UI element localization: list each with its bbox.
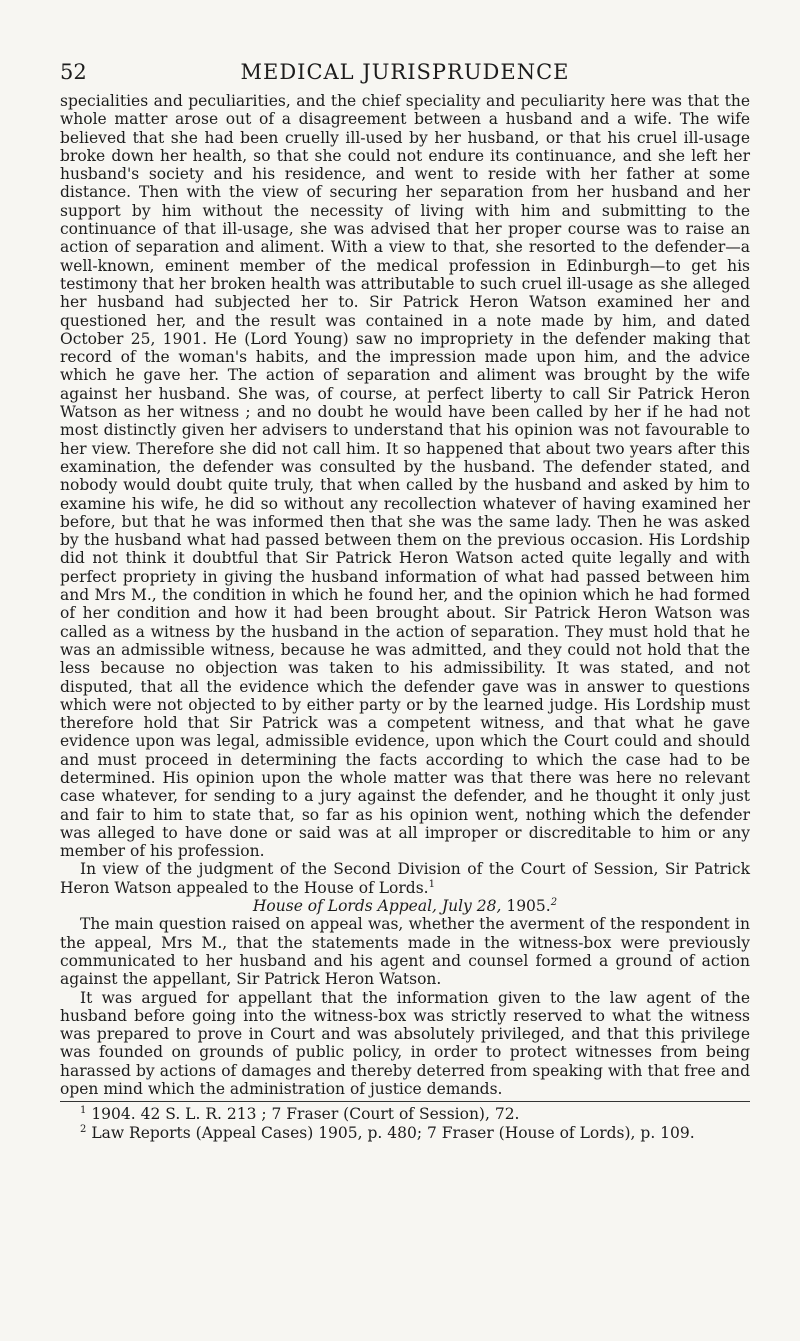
footnote-ref: 2 — [550, 896, 558, 908]
body-text — [60, 92, 750, 1142]
footnote-text: Law Reports (Appeal Cases) 1905, p. 480; 7 Fraser (House of Lords), p. 109. — [91, 1123, 695, 1142]
page-number: 52 — [60, 60, 87, 84]
case-heading-text: House of Lords Appeal, July 28, — [252, 897, 502, 916]
paragraph-text: In view of the judgment of the Second Division of the Court of Session, Sir Patrick Heron Watson appealed to the House of Lords. — [60, 860, 750, 897]
footnotes — [60, 1105, 750, 1142]
paragraph: It was argued for appellant that the information given to the law agent of the husband before going into the witness-box was strictly reserved to what the witness was prepared to prove in Court and was absolutely privileged, and that this privilege was founded on grounds of public policy, in order to protect witnesses from being harassed by actions of damages and thereby deterred from speaking with that free and open mind which the administration of justice demands. — [60, 988, 750, 1099]
footnote — [60, 1124, 750, 1142]
footnote-divider — [60, 1101, 750, 1102]
paragraph: The main question raised on appeal was, whether the averment of the respondent in the appeal, Mrs M., that the statements made in the witness-box were previously communicated to her husband and his agent and counsel formed a ground of action against the appellant, Sir Patrick Heron Watson. — [60, 915, 750, 989]
case-year: 1905. — [506, 897, 551, 916]
footnote-mark: 2 — [80, 1123, 87, 1135]
footnote-text: 1904. 42 S. L. R. 213 ; 7 Fraser (Court of Session), 72. — [91, 1105, 520, 1124]
running-title: MEDICAL JURISPRUDENCE — [240, 60, 570, 84]
footnote-mark: 1 — [80, 1105, 87, 1117]
case-heading — [60, 897, 750, 915]
footnote-ref: 1 — [428, 878, 435, 890]
page-header — [60, 60, 750, 90]
footnote — [60, 1105, 750, 1123]
paragraph — [60, 860, 750, 897]
paragraph: specialities and peculiarities, and the chief speciality and peculiarity here was that the whole matter arose out of a disagreement between a husband and a wife. The wife believed that she had been cruelly ill-used by her husband, or that his cruel ill-usage broke down her health, so that she could not endure its continuance, and she left her husband's society and his residence, and went to reside with her father at some distance. Then with the view of securing her separation from her husband and her support by him without the necessity of living with him and submitting to the continuance of that ill-usage, she was advised that her proper course was to raise an action of separation and aliment. With a view to that, she resorted to the defender—a well-known, eminent member of the medical profession in Edinburgh—to get his testimony that her broken health was attributable to such cruel ill-usage as she alleged her husband had subjected her to. Sir Patrick Heron Watson examined her and questioned her, and the result was contained in a note made by him, and dated October 25, 1901. He (Lord Young) saw no impropriety in the defender making that record of the woman's habits, and the impression made upon him, and the advice which he gave her. The action of separation and aliment was brought by the wife against her husband. She was, of course, at perfect liberty to call Sir Patrick Heron Watson as her witness ; and no doubt he would have been called by her if he had not most distinctly given her advisers to understand that his opinion was not favourable to her view. Therefore she did not call him. It so happened that about two years after this examination, the defender was consulted by the husband. The defender stated, and nobody would doubt quite truly, that when called by the husband and asked by him to examine his wife, he did so without any recollection whatever of having examined her before, but that he was informed then that she was the same lady. Then he was asked by the husband what had passed between them on the previous occasion. His Lordship did not think it doubtful that Sir Patrick Heron Watson acted quite legally and with perfect propriety in giving the husband information of what had passed between him and Mrs M., the condition in which he found her, and the opinion which he had formed of her condition and how it had been brought about. Sir Patrick Heron Watson was called as a witness by the husband in the action of separation. They must hold that he was an admissible witness, because he was admitted, and they could not hold that the less because no objection was taken to his admissibility. It was stated, and not disputed, that all the evidence which the defender gave was in answer to questions which were not objected to by either party or by the learned judge. His Lordship must therefore hold that Sir Patrick was a competent witness, and that what he gave evidence upon was legal, admissible evidence, upon which the Court could and should and must proceed in determining the facts according to which the case had to be determined. His opinion upon the whole matter was that there was here no relevant case whatever, for sending to a jury against the defender, and he thought it only just and fair to him to state that, so far as his opinion went, nothing which the defender was alleged to have done or said was at all improper or discreditable to him or any member of his profession. — [60, 92, 750, 861]
